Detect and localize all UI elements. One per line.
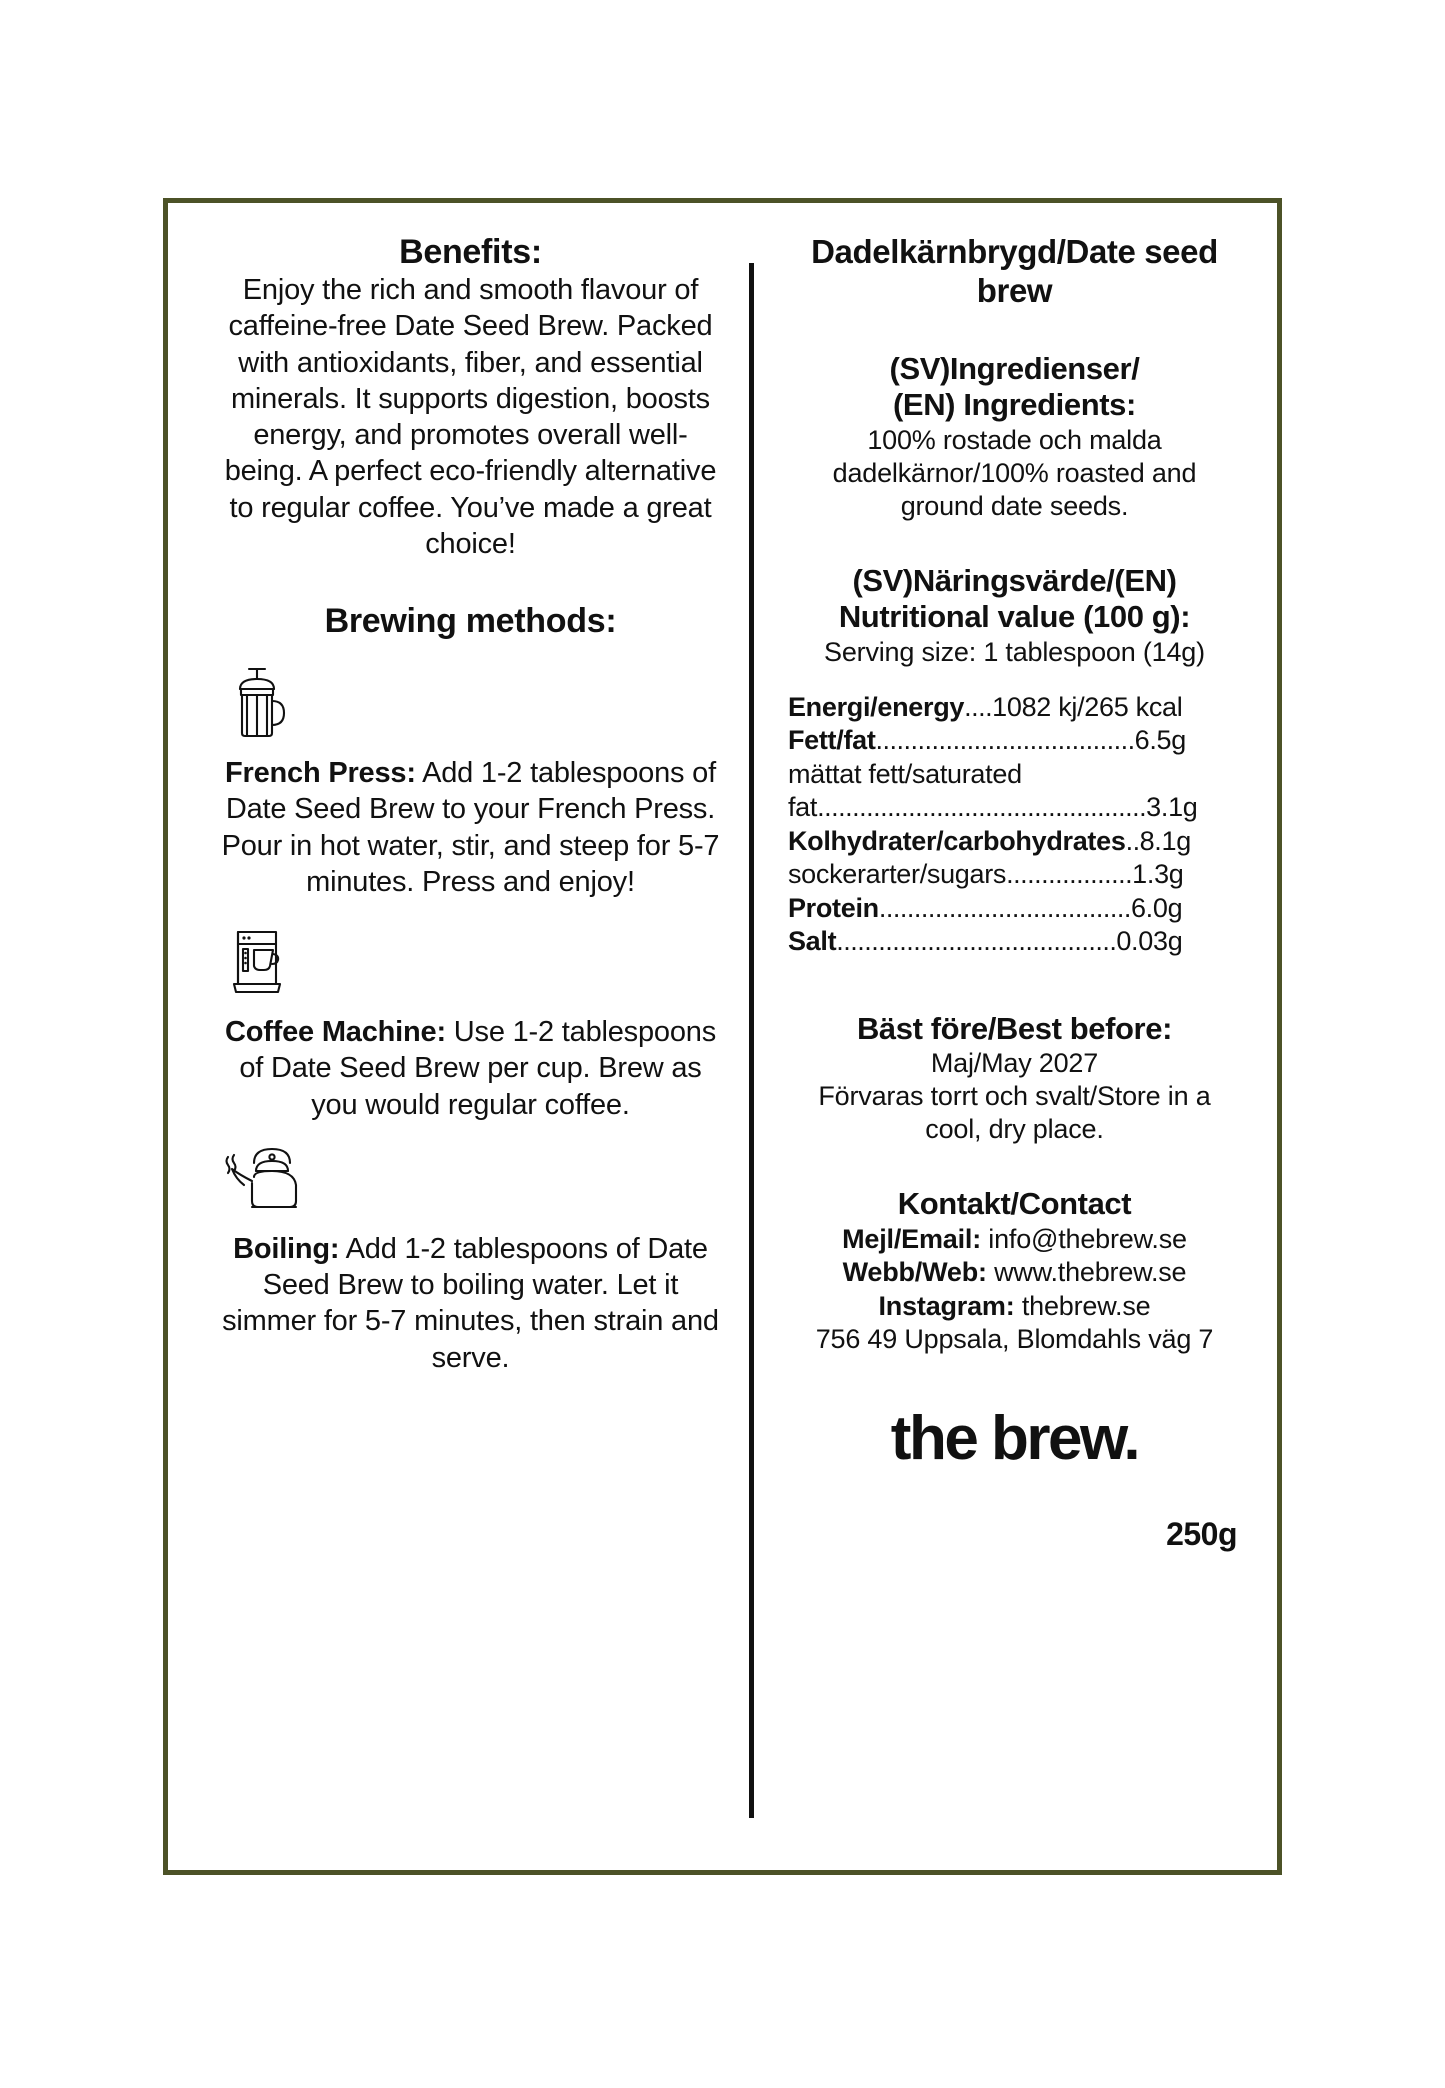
coffee-machine-icon: [218, 922, 723, 1000]
coffee-machine-label: Coffee Machine:: [224, 1016, 446, 1049]
ingredients-body: 100% rostade och malda dadelkärnor/100% roasted and ground date seeds.: [832, 425, 1197, 521]
nutrition-row: [788, 892, 1241, 925]
contact-value[interactable]: thebrew.se: [1014, 1290, 1151, 1321]
nutrition-row: [788, 691, 1241, 724]
nutrition-leader: ........................................: [836, 926, 1117, 957]
best-before-heading: Bäst före/Best before:: [856, 1010, 1172, 1046]
boiling-label: Boiling:: [233, 1232, 340, 1265]
nutrition-label: Fett/fat: [787, 725, 876, 756]
contact-key: Instagram:: [878, 1290, 1015, 1321]
nutrition-row: [788, 858, 1241, 891]
brand-logo: the brew.: [890, 1403, 1139, 1473]
brewing-method-boiling: [218, 1145, 723, 1376]
nutrition-label: Salt: [787, 926, 837, 957]
spacer: [218, 562, 723, 602]
boiling-text: [218, 1231, 723, 1376]
spacer: [788, 669, 1241, 691]
nutrition-leader: ..: [1125, 825, 1140, 856]
nutrition-heading: [788, 563, 1241, 636]
brewing-methods-heading: Brewing methods:: [324, 602, 617, 641]
nutrition-label: mättat fett/saturated: [787, 758, 1022, 789]
nutrition-label: Energi/energy: [787, 691, 965, 722]
nutrition-row: [788, 925, 1241, 958]
brewing-method-coffee-machine: [218, 922, 723, 1123]
product-title: Dadelkärnbrygd/Date seed brew: [811, 233, 1218, 309]
ingredients-heading-en: (EN) Ingredients:: [893, 387, 1136, 423]
spacer: [788, 523, 1241, 563]
ingredients-heading-sv: (SV)Ingredienser/: [889, 350, 1140, 386]
contact-heading: Kontakt/Contact: [897, 1186, 1132, 1222]
contact-details: [788, 1223, 1241, 1357]
nutrition-row: [788, 791, 1241, 824]
brewing-method-french-press: [218, 663, 723, 900]
nutrition-row: [788, 724, 1241, 757]
nutrition-label: Kolhydrater/carbohydrates: [787, 825, 1126, 856]
nutrition-heading-en: Nutritional value (100 g):: [838, 599, 1191, 635]
benefits-heading: Benefits:: [399, 233, 542, 271]
coffee-machine-text: [218, 1014, 723, 1123]
nutrition-row: [788, 758, 1241, 791]
nutrition-leader: ....: [964, 691, 993, 722]
french-press-icon: [218, 663, 723, 741]
nutrition-value: 1082 kj/265 kcal: [992, 691, 1183, 722]
nutrition-value: 1.3g: [1132, 859, 1184, 890]
nutrition-leader: .....................................: [875, 725, 1135, 756]
spacer: [788, 959, 1241, 1011]
nutrition-facts-table: [788, 691, 1241, 959]
serving-size: Serving size: 1 tablespoon (14g): [824, 637, 1205, 667]
french-press-text: [218, 755, 723, 900]
nutrition-value: 6.0g: [1130, 892, 1183, 923]
nutrition-label: sockerarter/sugars: [787, 859, 1007, 890]
contact-value[interactable]: www.thebrew.se: [986, 1257, 1187, 1288]
contact-row: [788, 1256, 1241, 1289]
right-column: [754, 233, 1253, 1850]
boiling-instructions: Add 1-2 tablespoons of Date Seed Brew to boiling water. Let it simmer for 5-7 minutes, then strain and serve.: [222, 1232, 719, 1374]
nutrition-leader: ...............................................: [817, 792, 1147, 823]
nutrition-row: [788, 825, 1241, 858]
nutrition-label: fat: [787, 792, 818, 823]
spacer: [218, 1123, 723, 1145]
left-column: [192, 233, 749, 1850]
storage-instructions: Förvaras torrt och svalt/Store in a cool, dry place.: [818, 1081, 1211, 1145]
spacer: [218, 641, 723, 663]
contact-value[interactable]: info@thebrew.se: [980, 1223, 1187, 1254]
net-weight: 250g: [1166, 1515, 1237, 1552]
label-columns: [168, 203, 1277, 1870]
nutrition-value: 0.03g: [1116, 926, 1183, 957]
nutrition-value: 8.1g: [1139, 825, 1191, 856]
nutrition-value: 3.1g: [1146, 792, 1198, 823]
contact-row: [788, 1223, 1241, 1256]
nutrition-heading-sv: (SV)Näringsvärde/(EN): [852, 562, 1177, 598]
french-press-instructions: Add 1-2 tablespoons of Date Seed Brew to your French Press. Pour in hot water, stir, and steep for 5-7 minutes. Press and enjoy!: [221, 757, 720, 898]
coffee-machine-instructions: Use 1-2 tablespoons of Date Seed Brew per cup. Brew as you would regular coffee.: [239, 1016, 716, 1121]
spacer: [788, 311, 1241, 351]
nutrition-label: Protein: [787, 892, 879, 923]
contact-row: [788, 1290, 1241, 1323]
nutrition-leader: ....................................: [878, 892, 1131, 923]
contact-address: 756 49 Uppsala, Blomdahls väg 7: [815, 1324, 1214, 1355]
nutrition-leader: ..................: [1006, 859, 1133, 890]
contact-key: Mejl/Email:: [842, 1223, 981, 1254]
best-before-date: Maj/May 2027: [930, 1048, 1099, 1079]
nutrition-value: 6.5g: [1134, 725, 1186, 756]
ingredients-heading: [788, 351, 1241, 424]
product-label-frame: [163, 198, 1282, 1875]
benefits-body: Enjoy the rich and smooth flavour of caffeine-free Date Seed Brew. Packed with antioxidants, fiber, and essential minerals. It supports digestion, boosts energy, and promotes overall well-being. A perfect eco-friendly alternative to regular coffee. You’ve made a great choice!: [224, 274, 717, 560]
spacer: [218, 900, 723, 922]
french-press-label: French Press:: [224, 757, 416, 790]
contact-key: Webb/Web:: [842, 1257, 987, 1288]
kettle-icon: [218, 1145, 723, 1217]
spacer: [788, 1146, 1241, 1186]
